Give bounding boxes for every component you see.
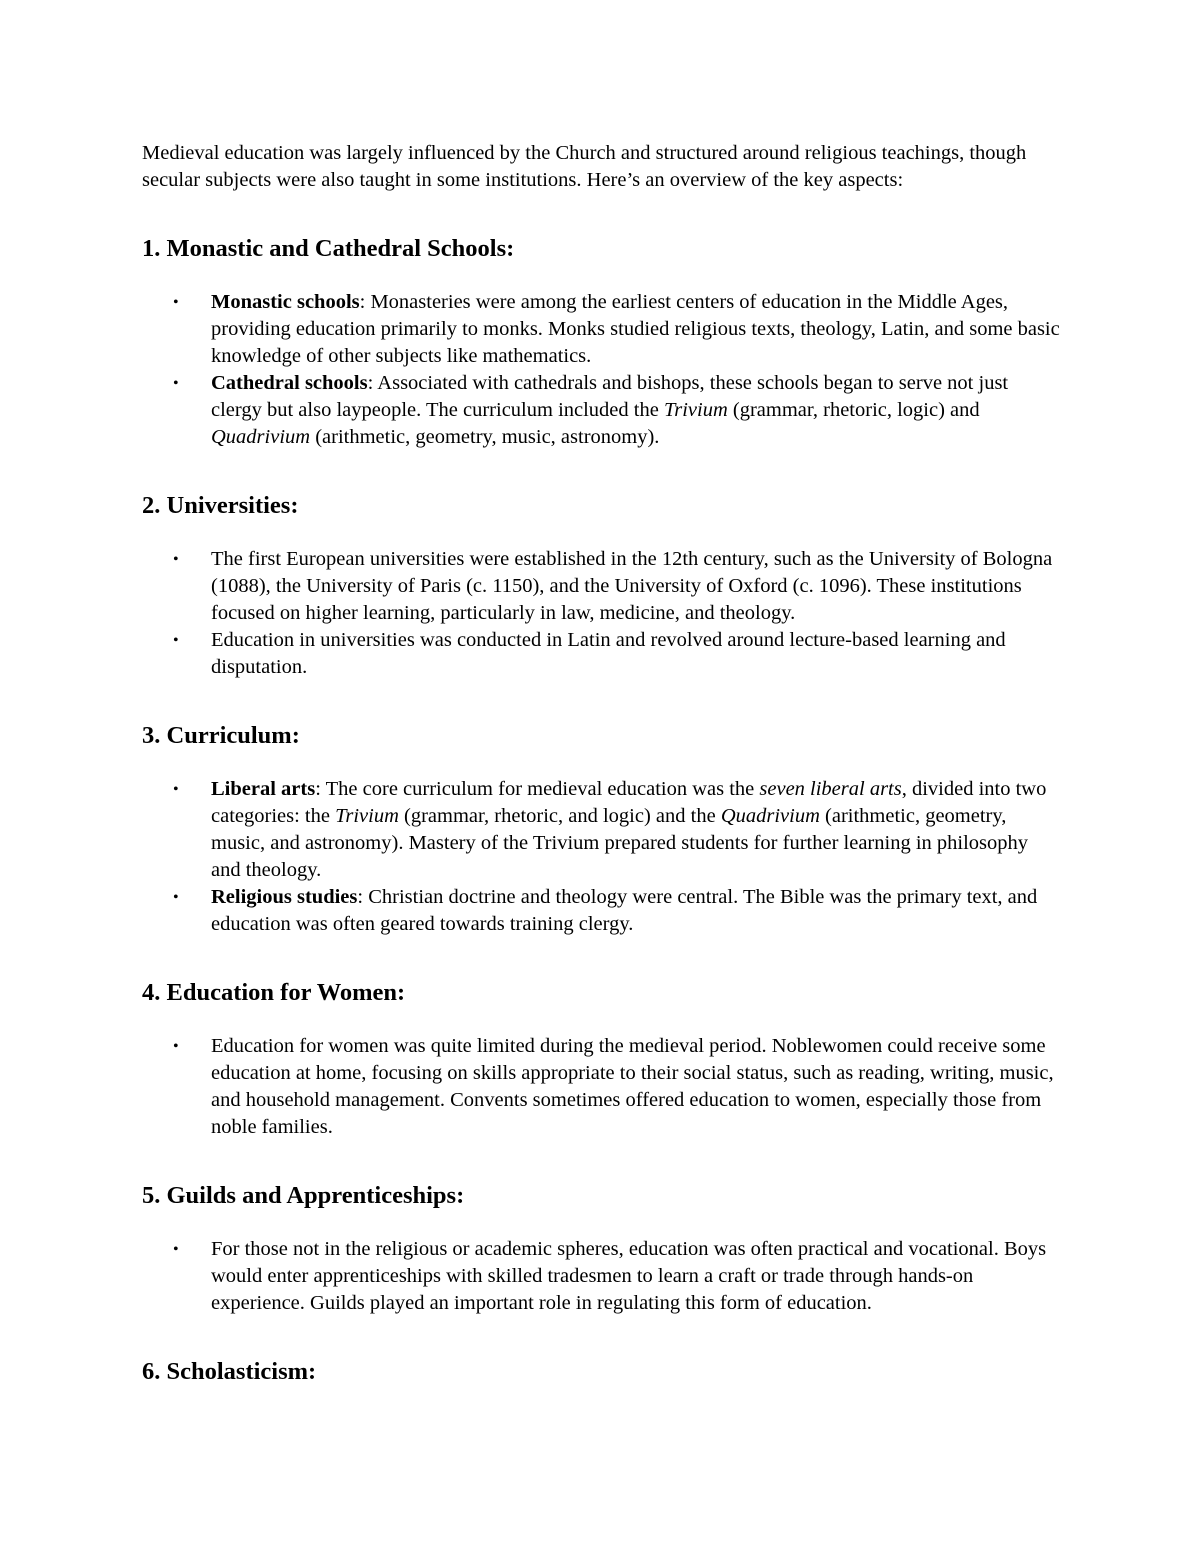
intro-paragraph: Medieval education was largely influenced by the Church and structured around religious teachings, though secular subjects were also taught in some institutions. Here’s an overview of the key aspects: [142, 142, 1027, 191]
item-text: (grammar, rhetoric, and logic) and the [398, 805, 721, 827]
italic-term: Quadrivium [211, 426, 311, 448]
list-item [142, 776, 1062, 884]
italic-term: Quadrivium [720, 805, 820, 827]
list-item [142, 546, 1062, 627]
list-item [142, 1236, 1062, 1317]
list-item [142, 627, 1062, 681]
section-1 [142, 234, 1062, 451]
item-term: Liberal arts [211, 778, 316, 800]
list-item [142, 884, 1062, 938]
document-page [142, 140, 1062, 1387]
bullet-list [142, 1236, 1062, 1317]
section-3 [142, 721, 1062, 938]
bullet-list [142, 1033, 1062, 1141]
italic-term: Trivium [663, 399, 728, 421]
bullet-icon: • [173, 1241, 179, 1258]
item-text: : Associated with cathedrals and bishops, these schools began to serve not just clergy but also laypeople. The curriculum included the [211, 372, 1009, 421]
item-text: (arithmetic, geometry, music, and astronomy). Mastery of the Trivium prepared students for further learning in philosophy and theology. [211, 805, 1029, 881]
section-2 [142, 491, 1062, 681]
item-text: The first European universities were established in the 12th century, such as the University of Bologna (1088), the University of Paris (c. 1150), and the University of Oxford (c. 1096). These institutions focused on higher learning, particularly in law, medicine, and theology. [211, 548, 1053, 624]
section-heading: 1. Monastic and Cathedral Schools: [142, 235, 515, 262]
bullet-list [142, 546, 1062, 681]
item-text: : Christian doctrine and theology were central. The Bible was the primary text, and education was often geared towards training clergy. [211, 886, 1038, 935]
item-text: Education in universities was conducted in Latin and revolved around lecture-based learning and disputation. [211, 629, 1006, 678]
section-heading: 5. Guilds and Apprenticeships: [142, 1182, 465, 1209]
sections-container [142, 234, 1062, 1387]
item-term: Religious studies [211, 886, 358, 908]
bullet-icon: • [173, 1038, 179, 1055]
item-text: For those not in the religious or academic spheres, education was often practical and vocational. Boys would enter apprenticeships with skilled tradesmen to learn a craft or trade through hands-on experience. Guilds played an important role in regulating this form of education. [211, 1238, 1047, 1314]
bullet-icon: • [173, 632, 179, 649]
list-item [142, 370, 1062, 451]
bullet-list [142, 776, 1062, 938]
italic-term: seven liberal arts [759, 778, 902, 800]
section-heading: 4. Education for Women: [142, 979, 406, 1006]
list-item [142, 1033, 1062, 1141]
bullet-icon: • [173, 781, 179, 798]
italic-term: Trivium [335, 805, 399, 827]
item-text: : The core curriculum for medieval education was the [315, 778, 760, 800]
section-heading: 3. Curriculum: [142, 722, 300, 749]
bullet-list [142, 289, 1062, 451]
section-heading: 2. Universities: [142, 492, 299, 519]
item-text: , divided into two categories: the [211, 778, 1047, 827]
item-text: : Monasteries were among the earliest centers of education in the Middle Ages, providing education primarily to monks. Monks studied religious texts, theology, Latin, and some basic knowledge of other subjects like mathematics. [211, 291, 1060, 367]
list-item [142, 289, 1062, 370]
item-text: (grammar, rhetoric, logic) and [727, 399, 980, 421]
section-4 [142, 978, 1062, 1141]
item-text: (arithmetic, geometry, music, astronomy). [310, 426, 660, 448]
bullet-icon: • [173, 375, 179, 392]
section-5 [142, 1181, 1062, 1317]
item-term: Cathedral schools [211, 372, 368, 394]
section-heading: 6. Scholasticism: [142, 1358, 317, 1385]
bullet-icon: • [173, 551, 179, 568]
item-term: Monastic schools [211, 291, 360, 313]
section-6 [142, 1357, 1062, 1387]
item-text: Education for women was quite limited during the medieval period. Noblewomen could receive some education at home, focusing on skills appropriate to their social status, such as reading, writing, music, and household management. Convents sometimes offered education to women, especially those from noble families. [211, 1035, 1054, 1138]
bullet-icon: • [173, 889, 179, 906]
bullet-icon: • [173, 294, 179, 311]
